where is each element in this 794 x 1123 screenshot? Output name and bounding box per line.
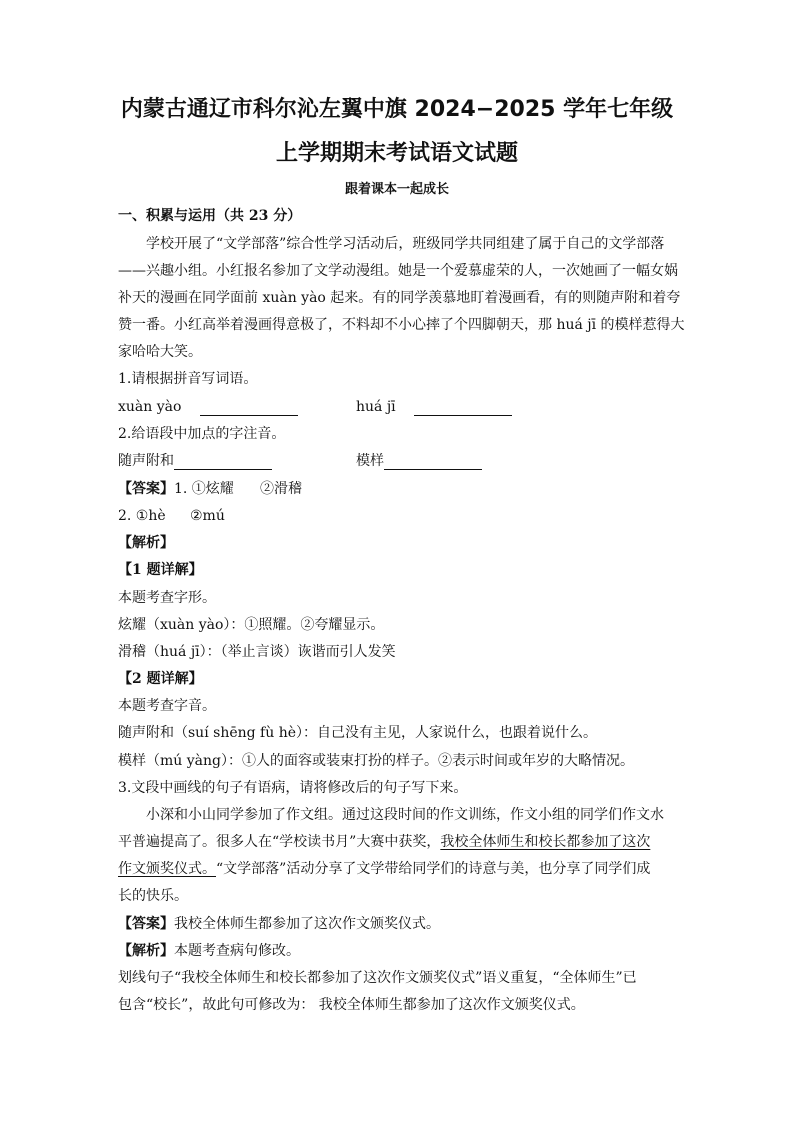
passage-line: 小深和小山同学参加了作文组。通过这段时间的作文训练，作文小组的同学们作文水 (146, 807, 664, 823)
answer-text: 2. ①hè (118, 508, 166, 524)
passage-line (118, 833, 650, 851)
passage-text: “文学部落”活动分享了文学带给同学们的诗意与美，也分享了同学们成 (216, 861, 651, 877)
question-2-item-1 (118, 452, 272, 470)
sub-heading: 【1 题详解】 (118, 562, 203, 578)
answer-1-line-1 (118, 480, 302, 498)
analysis-text: 炫耀（xuàn yào）：①照耀。②夸耀显示。 (118, 617, 385, 633)
analysis-text: 本题考查字音。 (118, 698, 216, 714)
underlined-sentence: 作文颁奖仪式。 (118, 861, 216, 877)
answer-label: 【答案】 (118, 916, 174, 932)
passage-line: 家哈哈大笑。 (118, 344, 202, 360)
answer-blank[interactable] (414, 401, 512, 416)
document-title-line2: 上学期期末考试语文试题 (275, 141, 518, 166)
analysis-text: 本题考查病句修改。 (174, 943, 300, 959)
question-1-item-2 (356, 398, 512, 416)
word-label: 模样 (356, 453, 384, 469)
answer-1-line-2 (118, 507, 225, 525)
analysis-text: 滑稽（huá jī）：（举止言谈）诙谐而引人发笑 (118, 644, 396, 660)
question-1-prompt: 1.请根据拼音写词语。 (118, 371, 258, 387)
analysis-label: 【解析】 (118, 535, 174, 551)
answer-text: ②滑稽 (260, 481, 302, 497)
analysis-3 (118, 942, 300, 960)
analysis-text: 随声附和（suí shēng fù hè）：自己没有主见，人家说什么，也跟着说什么。 (118, 725, 597, 741)
document-title-line1: 内蒙古通辽市科尔沁左翼中旗 2024−2025 学年七年级 (120, 97, 674, 122)
answer-text: 我校全体师生都参加了这次作文颁奖仪式。 (174, 916, 440, 932)
analysis-label: 【解析】 (118, 943, 174, 959)
passage-line: 学校开展了“文学部落”综合性学习活动后，班级同学共同组建了属于自己的文学部落 (146, 236, 665, 252)
underlined-sentence: 我校全体师生和校长都参加了这次 (440, 834, 651, 850)
section-heading: 一、积累与运用（共 23 分） (118, 208, 302, 224)
document-subtitle: 跟着课本一起成长 (344, 182, 449, 197)
passage-line: 赞一番。小红高举着漫画得意极了，不料却不小心摔了个四脚朝天，那 huá jī 的模样惹得大 (118, 317, 685, 333)
pinyin-label: huá jī (356, 399, 396, 415)
passage-line: 补天的漫画在同学面前 xuàn yào 起来。有的同学羡慕地盯着漫画看，有的则随声附和着夸 (118, 290, 681, 306)
answer-3 (118, 915, 440, 933)
sub-heading: 【2 题详解】 (118, 671, 203, 687)
analysis-text: 本题考查字形。 (118, 590, 216, 606)
pinyin-label: xuàn yào (118, 399, 182, 415)
answer-text: ②mú (190, 508, 225, 524)
answer-label: 【答案】 (118, 481, 174, 497)
answer-blank[interactable] (200, 401, 298, 416)
question-1-item-1 (118, 398, 298, 416)
question-3-prompt: 3.文段中画线的句子有语病，请将修改后的句子写下来。 (118, 780, 468, 796)
passage-text: 平普遍提高了。很多人在“学校读书月”大赛中获奖， (118, 834, 441, 850)
explanation-line: 划线句子“我校全体师生和校长都参加了这次作文颁奖仪式”语义重复，“全体师生”已 (118, 970, 637, 986)
word-label: 随声附和 (118, 453, 174, 469)
answer-blank[interactable] (384, 455, 482, 470)
answer-text: 1. ①炫耀 (174, 481, 234, 497)
analysis-text: 模样（mú yàng）：①人的面容或装束打扮的样子。②表示时间或年岁的大略情况。 (118, 753, 634, 769)
passage-line (118, 860, 650, 878)
explanation-line: 包含“校长”，故此句可修改为： 我校全体师生都参加了这次作文颁奖仪式。 (118, 997, 585, 1013)
passage-line: ——兴趣小组。小红报名参加了文学动漫组。她是一个爱慕虚荣的人，一次她画了一幅女娲 (118, 263, 678, 279)
answer-blank[interactable] (174, 455, 272, 470)
question-2-prompt: 2.给语段中加点的字注音。 (118, 426, 286, 442)
passage-line: 长的快乐。 (118, 888, 188, 904)
question-2-item-2 (356, 452, 482, 470)
